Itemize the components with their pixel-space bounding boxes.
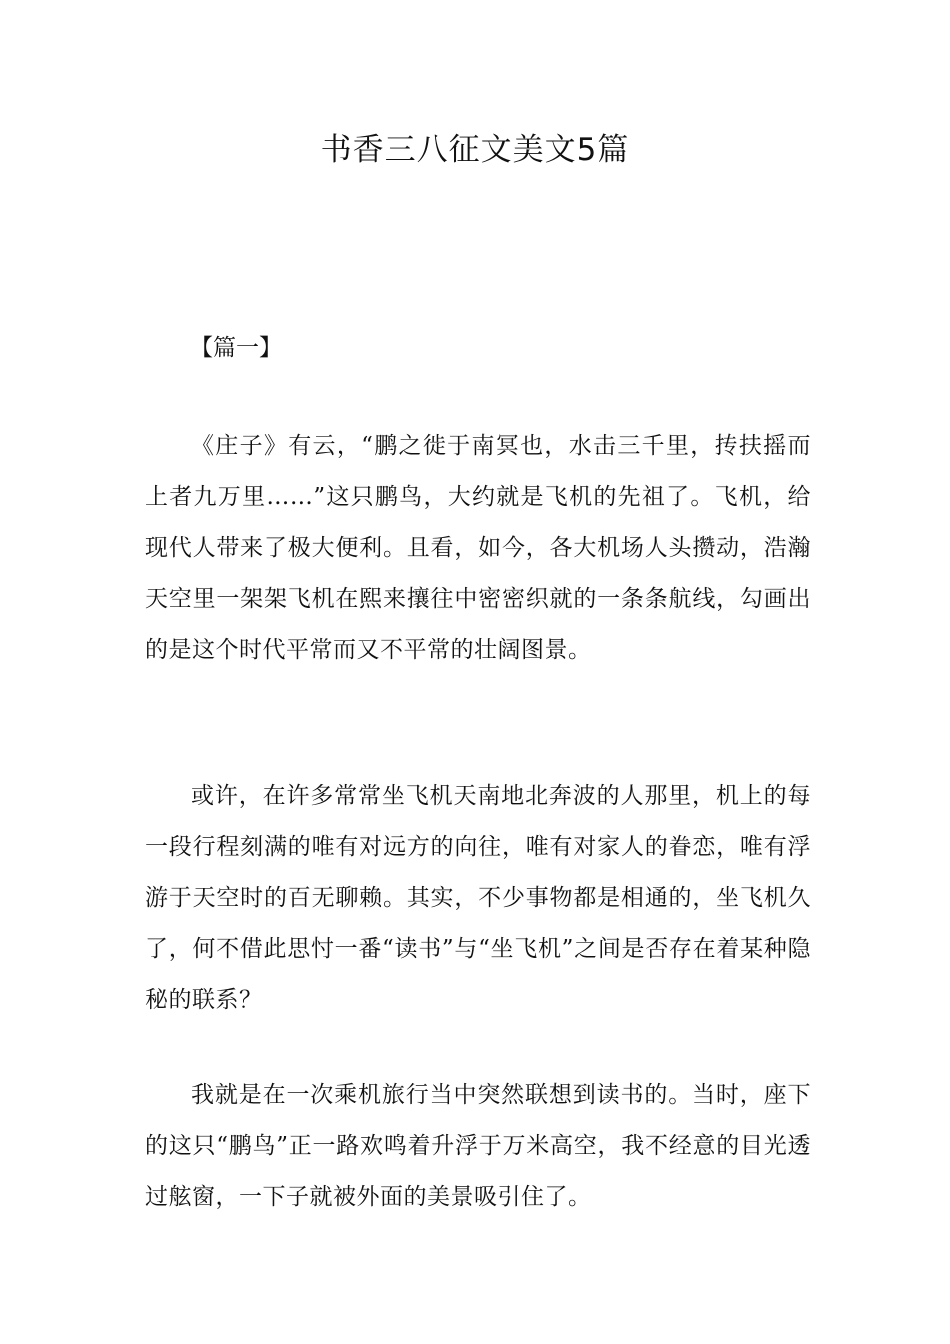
body-paragraph: 我就是在一次乘机旅行当中突然联想到读书的。当时，座下的这只“鹏鸟”正一路欢鸣着升浮于万米高空，我不经意的目光透过舷窗，一下子就被外面的美景吸引住了。 [145, 1082, 811, 1210]
body-paragraph: 或许，在许多常常坐飞机天南地北奔波的人那里，机上的每一段行程刻满的唯有对远方的向往，唯有对家人的眷恋，唯有浮游于天空时的百无聊赖。其实，不少事物都是相通的，坐飞机久了，何不借此思忖一番“读书”与“坐飞机”之间是否存在着某种隐秘的联系？ [145, 783, 811, 1013]
body-paragraph: 《庄子》有云，“鹏之徙于南冥也，水击三千里，抟扶摇而上者九万里……”这只鹏鸟，大约就是飞机的先祖了。飞机，给现代人带来了极大便利。且看，如今，各大机场人头攒动，浩瀚天空里一架架飞机在熙来攘往中密密织就的一条条航线，勾画出的是这个时代平常而又不平常的壮阔图景。 [145, 433, 811, 663]
document-title: 书香三八征文美文5篇 [320, 132, 630, 168]
section-label: 【篇一】 [190, 335, 282, 361]
